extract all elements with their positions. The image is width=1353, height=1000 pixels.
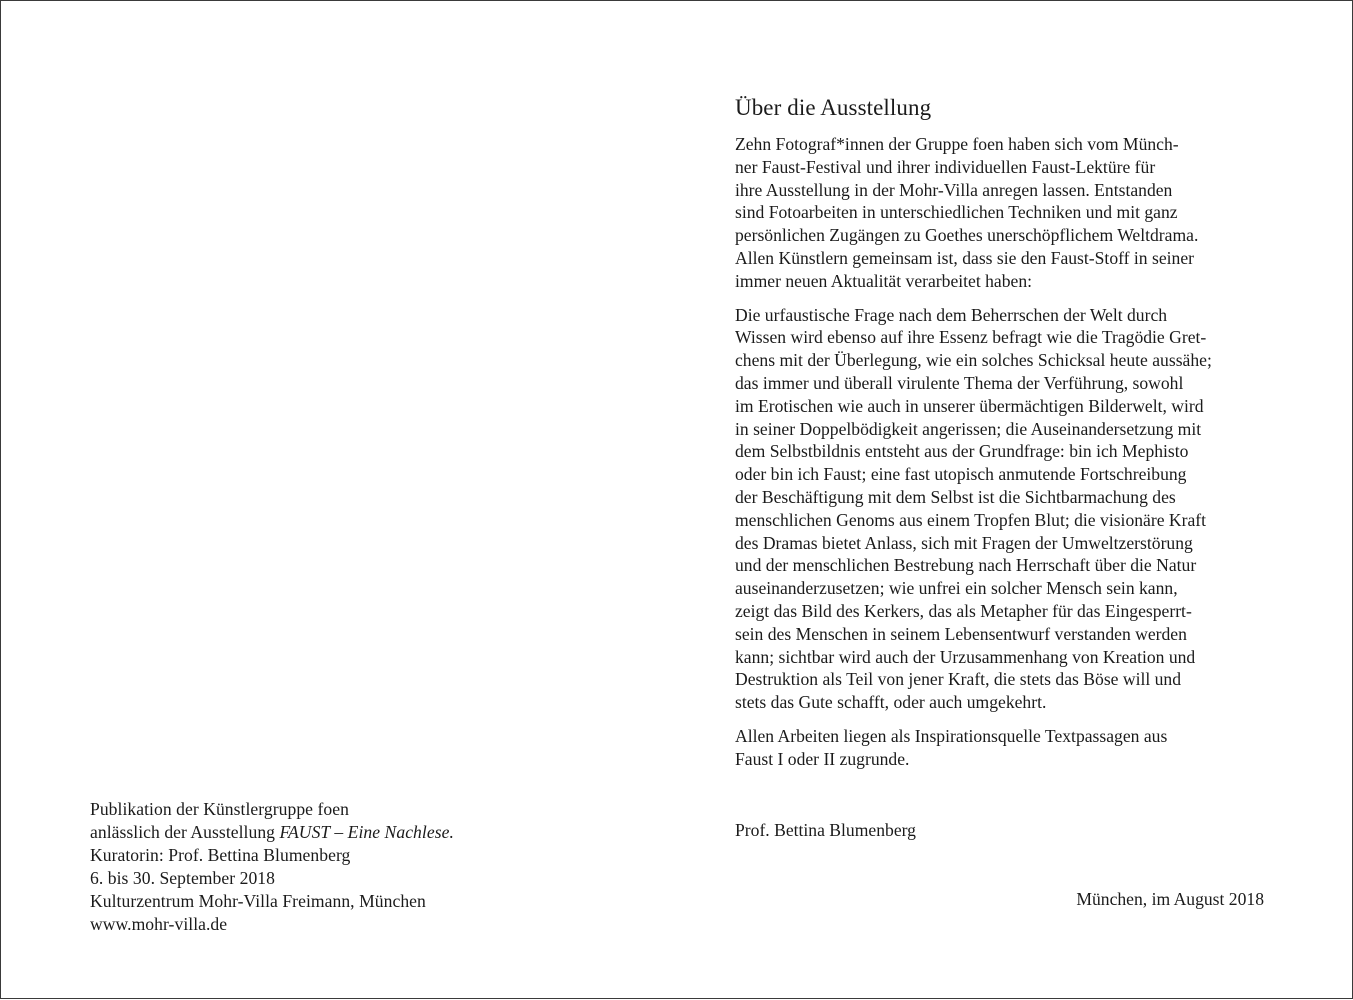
exhibition-title: FAUST – Eine Nachlese. <box>279 822 454 842</box>
article-body <box>735 93 1267 782</box>
text-line: zeigt das Bild des Kerkers, das als Metapher für das Eingesperrt- <box>735 600 1192 621</box>
text-line: Allen Künstlern gemeinsam ist, dass sie den Faust-Stoff in seiner <box>735 247 1195 268</box>
paragraph-intro <box>735 133 1267 293</box>
text-line: oder bin ich Faust; eine fast utopisch anmutende Fortschreibung <box>735 464 1187 485</box>
imprint-line-curator: Kuratorin: Prof. Bettina Blumenberg <box>90 845 351 865</box>
text-line: ihre Ausstellung in der Mohr-Villa anregen lassen. Entstanden <box>735 179 1173 200</box>
text-line: Allen Arbeiten liegen als Inspirationsquelle Textpassagen aus <box>735 725 1168 746</box>
text-line: chens mit der Überlegung, wie ein solches Schicksal heute aussähe; <box>735 350 1212 371</box>
imprint-line-dates: 6. bis 30. September 2018 <box>90 868 275 888</box>
author-signature: Prof. Bettina Blumenberg <box>735 820 916 840</box>
text-line: in seiner Doppelbödigkeit angerissen; die Auseinandersetzung mit <box>735 418 1202 439</box>
imprint-occasion-prefix: anlässlich der Ausstellung <box>90 822 280 842</box>
text-line: auseinanderzusetzen; wie unfrei ein solcher Mensch sein kann, <box>735 578 1178 599</box>
dateline: München, im August 2018 <box>1076 889 1264 909</box>
right-page <box>677 0 1353 999</box>
text-line: und der menschlichen Bestrebung nach Herrschaft über die Natur <box>735 555 1197 576</box>
text-line: Wissen wird ebenso auf ihre Essenz befragt wie die Tragödie Gret- <box>735 327 1207 348</box>
text-line: stets das Gute schafft, oder auch umgekehrt. <box>735 692 1047 713</box>
imprint-block <box>90 798 610 936</box>
text-line: ner Faust-Festival und ihrer individuellen Faust-Lektüre für <box>735 156 1156 177</box>
text-line: Destruktion als Teil von jener Kraft, die stets das Böse will und <box>735 669 1182 690</box>
text-line: des Dramas bietet Anlass, sich mit Fragen der Umweltzerstörung <box>735 532 1193 553</box>
text-line: Zehn Fotograf*innen der Gruppe foen haben sich vom Münch- <box>735 134 1179 154</box>
text-line: immer neuen Aktualität verarbeitet haben: <box>735 270 1033 291</box>
text-line: persönlichen Zugängen zu Goethes unerschöpflichem Weltdrama. <box>735 225 1199 246</box>
text-line: Die urfaustische Frage nach dem Beherrschen der Welt durch <box>735 304 1168 325</box>
text-line: dem Selbstbildnis entsteht aus der Grundfrage: bin ich Mephisto <box>735 441 1189 462</box>
page-title: Über die Ausstellung <box>735 95 932 120</box>
text-line: das immer und überall virulente Thema der Verführung, sowohl <box>735 372 1184 393</box>
text-line: menschlichen Genoms aus einem Tropfen Blut; die visionäre Kraft <box>735 509 1207 530</box>
text-line: sein des Menschen in seinem Lebensentwurf verstanden werden <box>735 623 1187 644</box>
imprint-line-publisher: Publikation der Künstlergruppe foen <box>90 799 349 819</box>
text-line: im Erotischen wie auch in unserer übermächtigen Bilderwelt, wird <box>735 395 1204 416</box>
paragraph-themes <box>735 304 1267 714</box>
text-line: Faust I oder II zugrunde. <box>735 748 910 769</box>
paragraph-inspiration <box>735 725 1267 771</box>
text-line: kann; sichtbar wird auch der Urzusammenhang von Kreation und <box>735 646 1196 667</box>
imprint-line-venue: Kulturzentrum Mohr-Villa Freimann, München <box>90 891 426 911</box>
text-line: der Beschäftigung mit dem Selbst ist die Sichtbarmachung des <box>735 486 1176 507</box>
text-line: sind Fotoarbeiten in unterschiedlichen Techniken und mit ganz <box>735 202 1178 223</box>
imprint-line-occasion <box>90 821 610 844</box>
imprint-line-website: www.mohr-villa.de <box>90 914 228 934</box>
